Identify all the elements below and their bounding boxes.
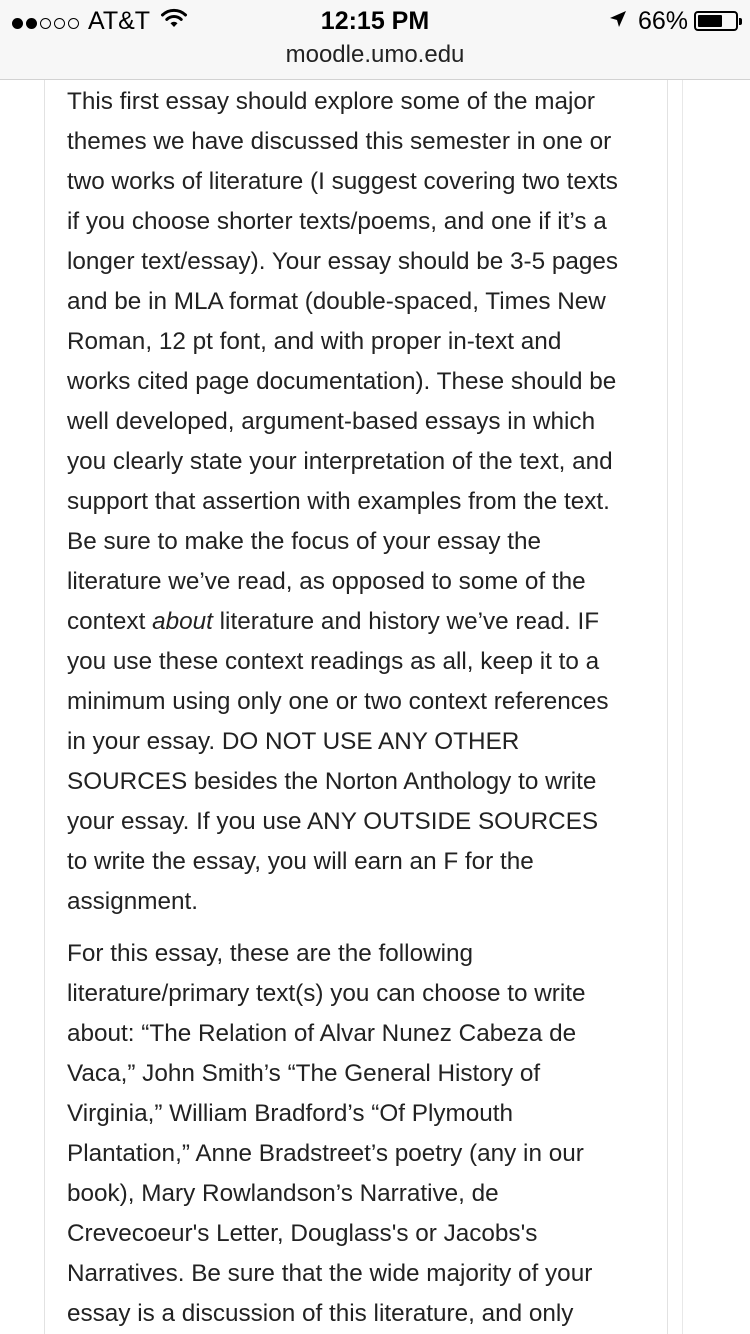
status-right <box>608 6 738 36</box>
text-line <box>67 602 667 642</box>
text-line: support that assertion with examples from the text. <box>67 488 610 515</box>
text-line: Narratives. Be sure that the wide majority of your <box>67 1260 593 1287</box>
assignment-paragraph-2 <box>67 934 667 1334</box>
text-line: to write the essay, you will earn an F for the <box>67 848 534 875</box>
text-line: Be sure to make the focus of your essay the <box>67 528 542 555</box>
battery-fill <box>698 15 722 27</box>
text-line: Roman, 12 pt font, and with proper in-text and <box>67 328 562 355</box>
text-line: works cited page documentation). These should be <box>67 368 617 395</box>
assignment-paragraph-1 <box>67 82 667 922</box>
location-arrow-icon <box>608 7 628 36</box>
battery-icon <box>694 11 738 31</box>
text-line: longer text/essay). Your essay should be 3-5 pages <box>67 248 619 275</box>
text-line: well developed, argument-based essays in which <box>67 408 596 435</box>
text-line: Plantation,” Anne Bradstreet’s poetry (any in our <box>67 1140 584 1167</box>
text-line: literature we’ve read, as opposed to some of the <box>67 568 586 595</box>
text-line: essay is a discussion of this literature, and only <box>67 1300 574 1327</box>
status-bar <box>0 0 750 80</box>
clock: 12:15 PM <box>320 7 430 35</box>
text-line: you use these context readings as all, keep it to a <box>67 648 600 675</box>
text-line: you clearly state your interpretation of the text, and <box>67 448 613 475</box>
carrier-name: AT&T <box>88 6 151 35</box>
text-line: and be in MLA format (double-spaced, Times New <box>67 288 606 315</box>
text-line: book), Mary Rowlandson’s Narrative, de <box>67 1180 499 1207</box>
text-line: two works of literature (I suggest covering two texts <box>67 168 618 195</box>
content-card <box>44 80 668 1334</box>
page-divider <box>682 80 683 1334</box>
text-line: your essay. If you use ANY OUTSIDE SOURCES <box>67 808 599 835</box>
emphasis-text: about <box>152 608 213 635</box>
text-line: This first essay should explore some of the major <box>67 88 596 115</box>
text-line: literature/primary text(s) you can choose to write <box>67 980 586 1007</box>
text-line: Crevecoeur's Letter, Douglass's or Jacobs's <box>67 1220 538 1247</box>
battery-cap <box>739 18 742 25</box>
text-line: if you choose shorter texts/poems, and one if it’s a <box>67 208 607 235</box>
text-line: about: “The Relation of Alvar Nunez Cabeza de <box>67 1020 577 1047</box>
text-line: assignment. <box>67 888 198 915</box>
text-segment: literature and history we’ve read. IF <box>212 608 600 635</box>
text-line: themes we have discussed this semester in one or <box>67 128 612 155</box>
battery-percent: 66% <box>637 6 688 35</box>
text-line: SOURCES besides the Norton Anthology to write <box>67 768 597 795</box>
text-line: minimum using only one or two context references <box>67 688 609 715</box>
address-bar-url[interactable]: moodle.umo.edu <box>285 41 465 68</box>
text-line: For this essay, these are the following <box>67 940 474 967</box>
text-line: in your essay. DO NOT USE ANY OTHER <box>67 728 520 755</box>
text-line: Virginia,” William Bradford’s “Of Plymouth <box>67 1100 514 1127</box>
text-line: Vaca,” John Smith’s “The General History of <box>67 1060 541 1087</box>
text-segment: context <box>67 608 153 635</box>
